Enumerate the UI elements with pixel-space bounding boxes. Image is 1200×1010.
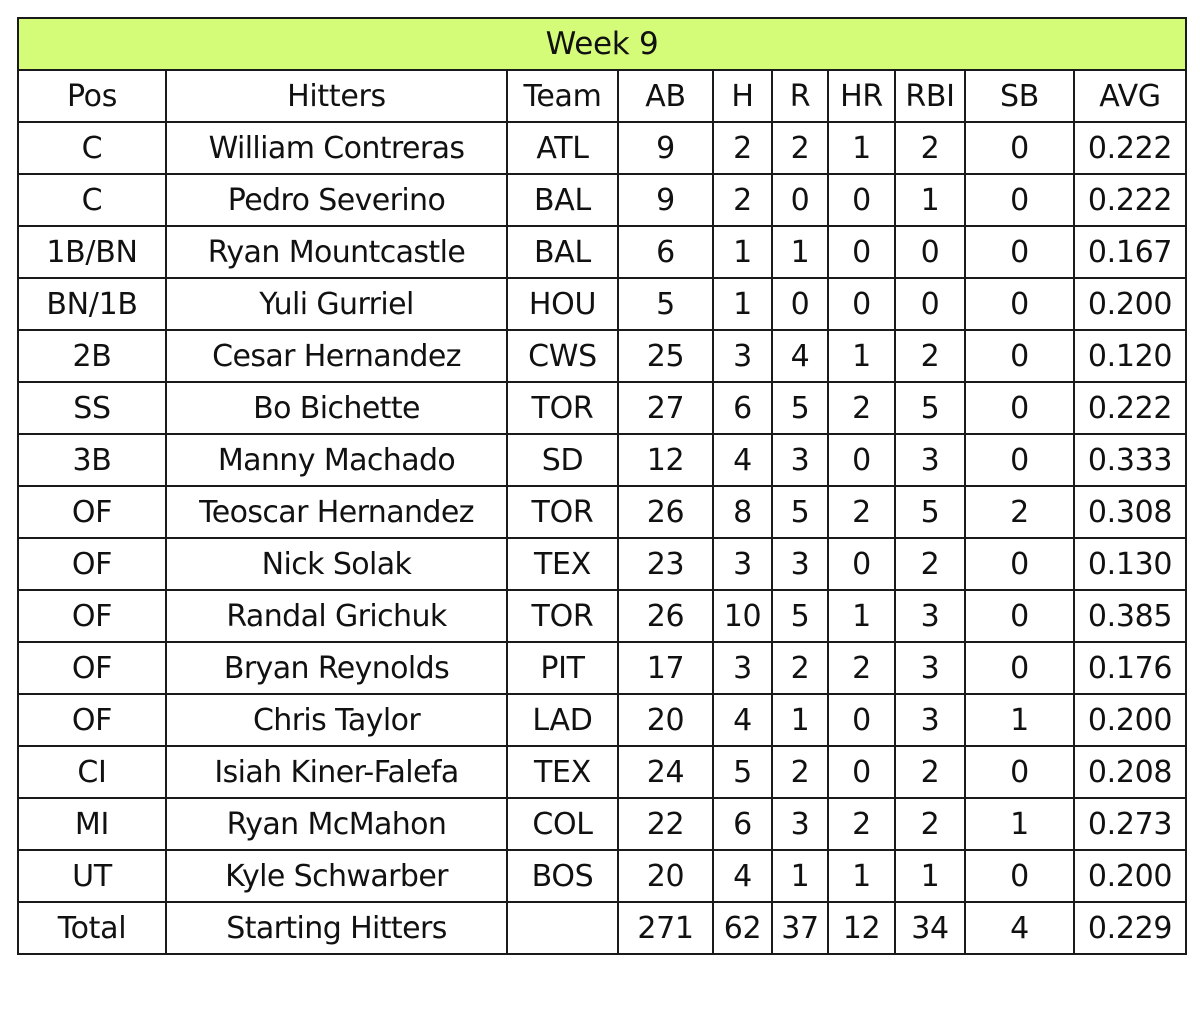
r-cell: 0	[772, 174, 828, 226]
table-row	[18, 174, 1186, 226]
rbi-cell: 3	[895, 434, 965, 486]
hr-cell: 2	[828, 798, 895, 850]
hitter-cell: Nick Solak	[166, 538, 507, 590]
pos-cell: MI	[18, 798, 166, 850]
sb-cell: 0	[965, 226, 1074, 278]
hitter-cell: Bryan Reynolds	[166, 642, 507, 694]
pos-cell: 3B	[18, 434, 166, 486]
total-avg-cell: 0.229	[1074, 902, 1186, 954]
total-hr-cell: 12	[828, 902, 895, 954]
sb-cell: 0	[965, 850, 1074, 902]
hr-cell: 0	[828, 746, 895, 798]
header-r: R	[772, 70, 828, 122]
ab-cell: 9	[618, 122, 713, 174]
hr-cell: 0	[828, 278, 895, 330]
header-avg: AVG	[1074, 70, 1186, 122]
hr-cell: 2	[828, 382, 895, 434]
table-title: Week 9	[18, 18, 1186, 70]
r-cell: 1	[772, 226, 828, 278]
sb-cell: 0	[965, 538, 1074, 590]
hitter-cell: Ryan McMahon	[166, 798, 507, 850]
avg-cell: 0.200	[1074, 850, 1186, 902]
ab-cell: 24	[618, 746, 713, 798]
table-row	[18, 434, 1186, 486]
sb-cell: 2	[965, 486, 1074, 538]
rbi-cell: 1	[895, 850, 965, 902]
r-cell: 1	[772, 694, 828, 746]
ab-cell: 27	[618, 382, 713, 434]
sb-cell: 0	[965, 278, 1074, 330]
header-row	[18, 70, 1186, 122]
r-cell: 5	[772, 590, 828, 642]
avg-cell: 0.200	[1074, 694, 1186, 746]
pos-cell: CI	[18, 746, 166, 798]
table-row	[18, 850, 1186, 902]
pos-cell: C	[18, 122, 166, 174]
h-cell: 1	[713, 278, 772, 330]
r-cell: 2	[772, 746, 828, 798]
r-cell: 1	[772, 850, 828, 902]
ab-cell: 26	[618, 590, 713, 642]
team-cell: BOS	[507, 850, 618, 902]
total-h-cell: 62	[713, 902, 772, 954]
table-row	[18, 226, 1186, 278]
team-cell: TOR	[507, 486, 618, 538]
sb-cell: 1	[965, 798, 1074, 850]
avg-cell: 0.273	[1074, 798, 1186, 850]
pos-cell: OF	[18, 590, 166, 642]
sb-cell: 0	[965, 122, 1074, 174]
avg-cell: 0.222	[1074, 122, 1186, 174]
avg-cell: 0.308	[1074, 486, 1186, 538]
hr-cell: 0	[828, 694, 895, 746]
table-row	[18, 590, 1186, 642]
ab-cell: 26	[618, 486, 713, 538]
hitter-cell: Cesar Hernandez	[166, 330, 507, 382]
pos-cell: OF	[18, 538, 166, 590]
table-row	[18, 694, 1186, 746]
sb-cell: 0	[965, 174, 1074, 226]
team-cell: BAL	[507, 226, 618, 278]
pos-cell: 2B	[18, 330, 166, 382]
r-cell: 2	[772, 122, 828, 174]
sb-cell: 1	[965, 694, 1074, 746]
rbi-cell: 2	[895, 330, 965, 382]
pos-cell: UT	[18, 850, 166, 902]
pos-cell: 1B/BN	[18, 226, 166, 278]
h-cell: 1	[713, 226, 772, 278]
pos-cell: SS	[18, 382, 166, 434]
table-body	[18, 122, 1186, 902]
ab-cell: 20	[618, 850, 713, 902]
total-rbi-cell: 34	[895, 902, 965, 954]
sb-cell: 0	[965, 330, 1074, 382]
rbi-cell: 3	[895, 694, 965, 746]
table-row	[18, 746, 1186, 798]
h-cell: 4	[713, 694, 772, 746]
table-row	[18, 538, 1186, 590]
sb-cell: 0	[965, 434, 1074, 486]
hitters-stats-table	[17, 17, 1187, 955]
r-cell: 3	[772, 538, 828, 590]
h-cell: 5	[713, 746, 772, 798]
team-cell: HOU	[507, 278, 618, 330]
title-row	[18, 18, 1186, 70]
hr-cell: 2	[828, 642, 895, 694]
team-cell: SD	[507, 434, 618, 486]
sb-cell: 0	[965, 746, 1074, 798]
rbi-cell: 5	[895, 486, 965, 538]
hitter-cell: Teoscar Hernandez	[166, 486, 507, 538]
ab-cell: 12	[618, 434, 713, 486]
table-row	[18, 330, 1186, 382]
total-hitter-cell: Starting Hitters	[166, 902, 507, 954]
team-cell: ATL	[507, 122, 618, 174]
ab-cell: 9	[618, 174, 713, 226]
ab-cell: 6	[618, 226, 713, 278]
ab-cell: 22	[618, 798, 713, 850]
hr-cell: 1	[828, 330, 895, 382]
pos-cell: BN/1B	[18, 278, 166, 330]
header-h: H	[713, 70, 772, 122]
header-hitters: Hitters	[166, 70, 507, 122]
hitter-cell: Pedro Severino	[166, 174, 507, 226]
total-row	[18, 902, 1186, 954]
h-cell: 8	[713, 486, 772, 538]
hr-cell: 1	[828, 590, 895, 642]
ab-cell: 20	[618, 694, 713, 746]
table-row	[18, 798, 1186, 850]
h-cell: 6	[713, 382, 772, 434]
hitter-cell: Isiah Kiner-Falefa	[166, 746, 507, 798]
h-cell: 6	[713, 798, 772, 850]
avg-cell: 0.208	[1074, 746, 1186, 798]
pos-cell: OF	[18, 694, 166, 746]
hitter-cell: Yuli Gurriel	[166, 278, 507, 330]
rbi-cell: 2	[895, 122, 965, 174]
hitter-cell: Manny Machado	[166, 434, 507, 486]
header-rbi: RBI	[895, 70, 965, 122]
table-row	[18, 642, 1186, 694]
ab-cell: 23	[618, 538, 713, 590]
hitter-cell: William Contreras	[166, 122, 507, 174]
hr-cell: 1	[828, 122, 895, 174]
total-r-cell: 37	[772, 902, 828, 954]
h-cell: 3	[713, 538, 772, 590]
avg-cell: 0.385	[1074, 590, 1186, 642]
h-cell: 3	[713, 330, 772, 382]
avg-cell: 0.167	[1074, 226, 1186, 278]
team-cell: PIT	[507, 642, 618, 694]
h-cell: 4	[713, 850, 772, 902]
rbi-cell: 3	[895, 642, 965, 694]
team-cell: TOR	[507, 382, 618, 434]
header-sb: SB	[965, 70, 1074, 122]
r-cell: 2	[772, 642, 828, 694]
header-ab: AB	[618, 70, 713, 122]
total-ab-cell: 271	[618, 902, 713, 954]
r-cell: 5	[772, 486, 828, 538]
hr-cell: 0	[828, 538, 895, 590]
avg-cell: 0.222	[1074, 382, 1186, 434]
h-cell: 10	[713, 590, 772, 642]
r-cell: 4	[772, 330, 828, 382]
h-cell: 2	[713, 122, 772, 174]
rbi-cell: 1	[895, 174, 965, 226]
sb-cell: 0	[965, 642, 1074, 694]
team-cell: BAL	[507, 174, 618, 226]
table-row	[18, 382, 1186, 434]
hitter-cell: Bo Bichette	[166, 382, 507, 434]
total-pos-cell: Total	[18, 902, 166, 954]
sb-cell: 0	[965, 590, 1074, 642]
team-cell: TEX	[507, 538, 618, 590]
ab-cell: 17	[618, 642, 713, 694]
avg-cell: 0.333	[1074, 434, 1186, 486]
header-pos: Pos	[18, 70, 166, 122]
hr-cell: 0	[828, 226, 895, 278]
table-row	[18, 122, 1186, 174]
h-cell: 2	[713, 174, 772, 226]
h-cell: 4	[713, 434, 772, 486]
avg-cell: 0.200	[1074, 278, 1186, 330]
header-hr: HR	[828, 70, 895, 122]
h-cell: 3	[713, 642, 772, 694]
hitter-cell: Randal Grichuk	[166, 590, 507, 642]
rbi-cell: 3	[895, 590, 965, 642]
pos-cell: OF	[18, 486, 166, 538]
team-cell: COL	[507, 798, 618, 850]
avg-cell: 0.176	[1074, 642, 1186, 694]
team-cell: CWS	[507, 330, 618, 382]
rbi-cell: 5	[895, 382, 965, 434]
hr-cell: 1	[828, 850, 895, 902]
r-cell: 5	[772, 382, 828, 434]
hr-cell: 2	[828, 486, 895, 538]
r-cell: 3	[772, 434, 828, 486]
rbi-cell: 2	[895, 538, 965, 590]
avg-cell: 0.222	[1074, 174, 1186, 226]
team-cell: TOR	[507, 590, 618, 642]
sb-cell: 0	[965, 382, 1074, 434]
ab-cell: 5	[618, 278, 713, 330]
rbi-cell: 2	[895, 798, 965, 850]
ab-cell: 25	[618, 330, 713, 382]
hitter-cell: Chris Taylor	[166, 694, 507, 746]
table-row	[18, 486, 1186, 538]
hitter-cell: Kyle Schwarber	[166, 850, 507, 902]
r-cell: 3	[772, 798, 828, 850]
total-team-cell	[507, 902, 618, 954]
table-row	[18, 278, 1186, 330]
r-cell: 0	[772, 278, 828, 330]
rbi-cell: 0	[895, 278, 965, 330]
header-team: Team	[507, 70, 618, 122]
hr-cell: 0	[828, 434, 895, 486]
avg-cell: 0.130	[1074, 538, 1186, 590]
rbi-cell: 0	[895, 226, 965, 278]
avg-cell: 0.120	[1074, 330, 1186, 382]
total-sb-cell: 4	[965, 902, 1074, 954]
hr-cell: 0	[828, 174, 895, 226]
team-cell: LAD	[507, 694, 618, 746]
rbi-cell: 2	[895, 746, 965, 798]
team-cell: TEX	[507, 746, 618, 798]
pos-cell: C	[18, 174, 166, 226]
pos-cell: OF	[18, 642, 166, 694]
hitter-cell: Ryan Mountcastle	[166, 226, 507, 278]
